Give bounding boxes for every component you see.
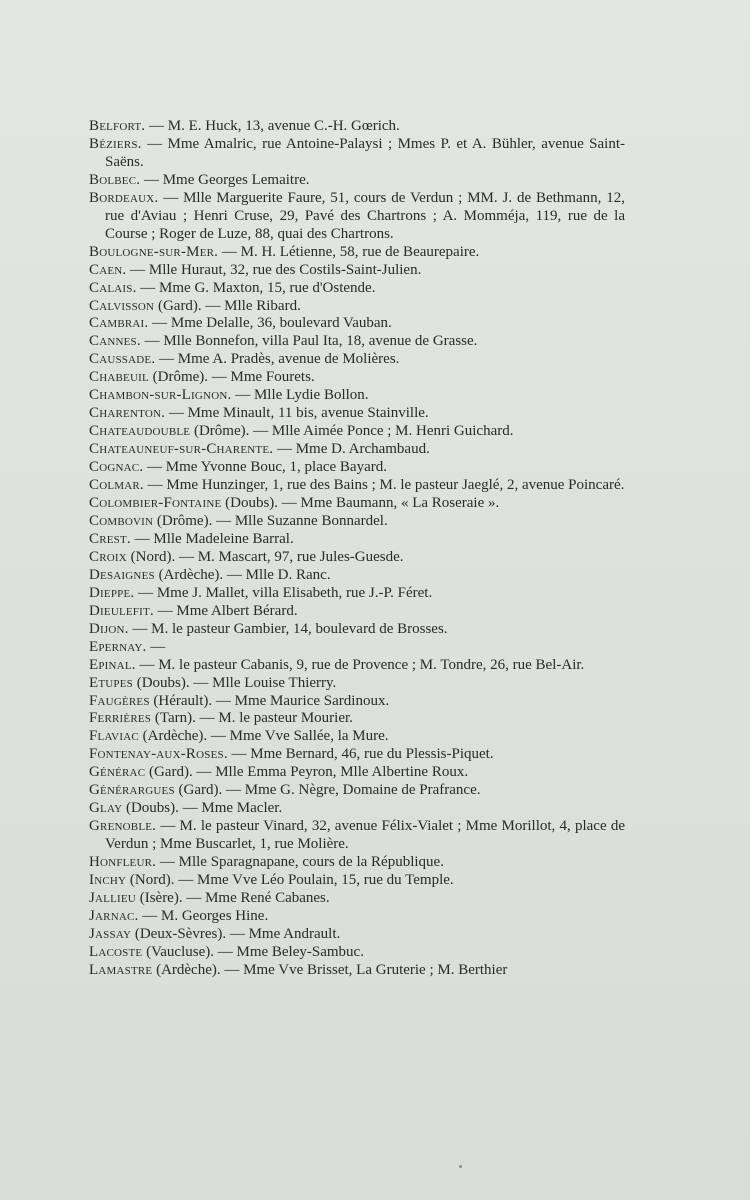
entry-details: — Mme G. Maxton, 15, rue d'Ostende.	[136, 279, 376, 296]
entry-details: (Doubs). — Mlle Louise Thierry.	[132, 674, 337, 691]
place-name: Fontenay-aux-Roses.	[89, 746, 228, 763]
entry-details: — Mlle Bonnefon, villa Paul Ita, 18, avenue de Grasse.	[140, 333, 478, 350]
list-item	[89, 459, 625, 477]
place-name: Epinal.	[89, 656, 136, 673]
list-item	[89, 800, 625, 818]
list-item	[89, 675, 625, 693]
place-name: Lamastre	[89, 961, 153, 978]
place-name: Epernay.	[89, 638, 147, 655]
entry-details: (Tarn). — M. le pasteur Mourier.	[151, 710, 353, 727]
place-name: Boulogne-sur-Mer.	[89, 243, 219, 260]
place-name: Cognac.	[89, 459, 144, 476]
list-item	[89, 244, 625, 262]
entry-details: (Ardèche). — Mlle D. Ranc.	[154, 566, 331, 583]
list-item	[89, 854, 625, 872]
list-item	[89, 441, 625, 459]
list-item	[89, 315, 625, 333]
place-name: Dijon.	[89, 620, 129, 637]
entry-details: (Nord). — M. Mascart, 97, rue Jules-Guesde.	[126, 548, 404, 565]
entry-details: (Hérault). — Mme Maurice Sardinoux.	[149, 692, 390, 709]
place-name: Cambrai.	[89, 315, 149, 332]
entry-details: — Mme Bernard, 46, rue du Plessis-Piquet.	[227, 746, 494, 763]
entry-details: (Drôme). — Mme Fourets.	[148, 369, 315, 386]
place-name: Chabeuil	[89, 369, 149, 386]
entry-details: — Mme Amalric, rue Antoine-Palaysi ; Mmes P. et A. Bühler, avenue Saint-Saëns.	[105, 135, 625, 170]
entry-details: (Isère). — Mme René Cabanes.	[135, 889, 330, 906]
entry-details: — M. le pasteur Vinard, 32, avenue Félix-Vialet ; Mme Morillot, 4, place de Verdun ; Mme Buscarlet, 1, rue Molière.	[105, 818, 625, 853]
entry-details: (Doubs). — Mme Baumann, « La Roseraie ».	[221, 495, 500, 512]
list-item	[89, 405, 625, 423]
list-item	[89, 567, 625, 585]
list-item	[89, 746, 625, 764]
entry-details: — Mme Hunzinger, 1, rue des Bains ; M. le pasteur Jaeglé, 2, avenue Poincaré.	[143, 477, 625, 494]
place-name: Glay	[89, 800, 123, 817]
entry-details: (Ardèche). — Mme Vve Sallée, la Mure.	[138, 728, 389, 745]
list-item	[89, 728, 625, 746]
place-name: Chateaudouble	[89, 423, 191, 440]
place-name: Colombier-Fontaine	[89, 495, 222, 512]
place-name: Grenoble.	[89, 818, 157, 835]
list-item	[89, 513, 625, 531]
place-name: Honfleur.	[89, 854, 157, 871]
list-item	[89, 369, 625, 387]
entry-details: (Ardèche). — Mme Vve Brisset, La Gruterie ; M. Berthier	[152, 961, 508, 978]
entry-details: — M. le pasteur Gambier, 14, boulevard de Brosses.	[128, 620, 448, 637]
paper-speck	[459, 1165, 462, 1168]
place-name: Crest.	[89, 530, 131, 547]
entry-details: — Mlle Madeleine Barral.	[130, 530, 294, 547]
place-name: Chateauneuf-sur-Charente.	[89, 441, 274, 458]
list-item	[89, 962, 625, 980]
list-item	[89, 172, 625, 190]
place-name: Béziers.	[89, 135, 142, 152]
entry-details: (Gard). — Mme G. Nègre, Domaine de Prafrance.	[174, 782, 481, 799]
entry-details: — Mme J. Mallet, villa Elisabeth, rue J.-P. Féret.	[134, 584, 433, 601]
place-name: Jarnac.	[89, 907, 139, 924]
place-name: Desaignes	[89, 566, 155, 583]
list-item	[89, 280, 625, 298]
entry-details: — Mme Albert Bérard.	[153, 602, 298, 619]
list-item	[89, 531, 625, 549]
list-item	[89, 262, 625, 280]
entry-details: — Mme Minault, 11 bis, avenue Stainville.	[165, 405, 429, 422]
entry-details: — Mme A. Pradès, avenue de Molières.	[155, 351, 400, 368]
place-name: Charenton.	[89, 405, 166, 422]
place-name: Générac	[89, 764, 146, 781]
list-item	[89, 872, 625, 890]
entry-details: (Gard). — Mlle Emma Peyron, Mlle Albertine Roux.	[145, 764, 469, 781]
entry-details: — M. E. Huck, 13, avenue C.-H. Gœrich.	[145, 118, 400, 134]
list-item	[89, 782, 625, 800]
entry-details: — Mme Delalle, 36, boulevard Vauban.	[148, 315, 392, 332]
list-item	[89, 333, 625, 351]
list-item	[89, 585, 625, 603]
entry-details: — Mlle Sparagnapane, cours de la République.	[156, 854, 444, 871]
place-name: Flaviac	[89, 728, 139, 745]
list-item	[89, 423, 625, 441]
place-name: Belfort.	[89, 118, 146, 134]
entry-details: (Doubs). — Mme Macler.	[122, 800, 283, 817]
place-name: Générargues	[89, 782, 175, 799]
place-name: Caussade.	[89, 351, 156, 368]
entry-details: (Drôme). — Mlle Aimée Ponce ; M. Henri Guichard.	[190, 423, 514, 440]
entry-details: — Mlle Lydie Bollon.	[231, 387, 369, 404]
place-name: Colmar.	[89, 477, 144, 494]
list-item	[89, 136, 625, 172]
place-name: Dieulefit.	[89, 602, 154, 619]
entry-details: — Mlle Marguerite Faure, 51, cours de Verdun ; MM. J. de Bethmann, 12, rue d'Aviau ; Henri Cruse, 29, Pavé des Chartrons ; A. Momméja, 119, rue de la Course ; Roger de Luze, 88, quai des Chartrons.	[105, 189, 625, 242]
entry-details: — Mme Georges Lemaitre.	[140, 171, 310, 188]
place-name: Combovin	[89, 512, 154, 529]
list-item	[89, 549, 625, 567]
entry-details: — Mlle Huraut, 32, rue des Costils-Saint-Julien.	[126, 261, 422, 278]
list-item	[89, 639, 625, 657]
place-name: Lacoste	[89, 943, 143, 960]
place-name: Inchy	[89, 872, 127, 889]
list-item	[89, 657, 625, 675]
entry-details: (Gard). — Mlle Ribard.	[154, 297, 301, 314]
list-item	[89, 621, 625, 639]
list-item	[89, 908, 625, 926]
entry-list	[89, 118, 625, 980]
list-item	[89, 477, 625, 495]
place-name: Dieppe.	[89, 584, 135, 601]
place-name: Chambon-sur-Lignon.	[89, 387, 232, 404]
list-item	[89, 298, 625, 316]
place-name: Jassay	[89, 925, 132, 942]
list-item	[89, 890, 625, 908]
list-item	[89, 190, 625, 244]
entry-details: — M. H. Létienne, 58, rue de Beaurepaire.	[218, 243, 480, 260]
list-item	[89, 495, 625, 513]
entry-details: (Nord). — Mme Vve Léo Poulain, 15, rue du Temple.	[126, 872, 454, 889]
place-name: Cannes.	[89, 333, 141, 350]
list-item	[89, 118, 625, 136]
place-name: Jallieu	[89, 889, 136, 906]
entry-details: —	[146, 638, 166, 655]
entry-details: — M. Georges Hine.	[138, 907, 269, 924]
place-name: Etupes	[89, 674, 133, 691]
entry-details: — M. le pasteur Cabanis, 9, rue de Provence ; M. Tondre, 26, rue Bel-Air.	[135, 656, 585, 673]
entry-details: (Vaucluse). — Mme Beley-Sambuc.	[142, 943, 364, 960]
place-name: Ferrières	[89, 710, 152, 727]
list-item	[89, 710, 625, 728]
entry-details: (Drôme). — Mlle Suzanne Bonnardel.	[153, 512, 388, 529]
list-item	[89, 603, 625, 621]
list-item	[89, 387, 625, 405]
entry-details: (Deux-Sèvres). — Mme Andrault.	[131, 925, 341, 942]
place-name: Calais.	[89, 279, 137, 296]
list-item	[89, 818, 625, 854]
place-name: Bolbec.	[89, 171, 141, 188]
place-name: Faugères	[89, 692, 150, 709]
list-item	[89, 926, 625, 944]
place-name: Croix	[89, 548, 127, 565]
place-name: Bordeaux.	[89, 189, 159, 206]
place-name: Caen.	[89, 261, 127, 278]
list-item	[89, 944, 625, 962]
list-item	[89, 764, 625, 782]
list-item	[89, 351, 625, 369]
entry-details: — Mme Yvonne Bouc, 1, place Bayard.	[143, 459, 387, 476]
list-item	[89, 693, 625, 711]
entry-details: — Mme D. Archambaud.	[273, 441, 430, 458]
place-name: Calvisson	[89, 297, 155, 314]
